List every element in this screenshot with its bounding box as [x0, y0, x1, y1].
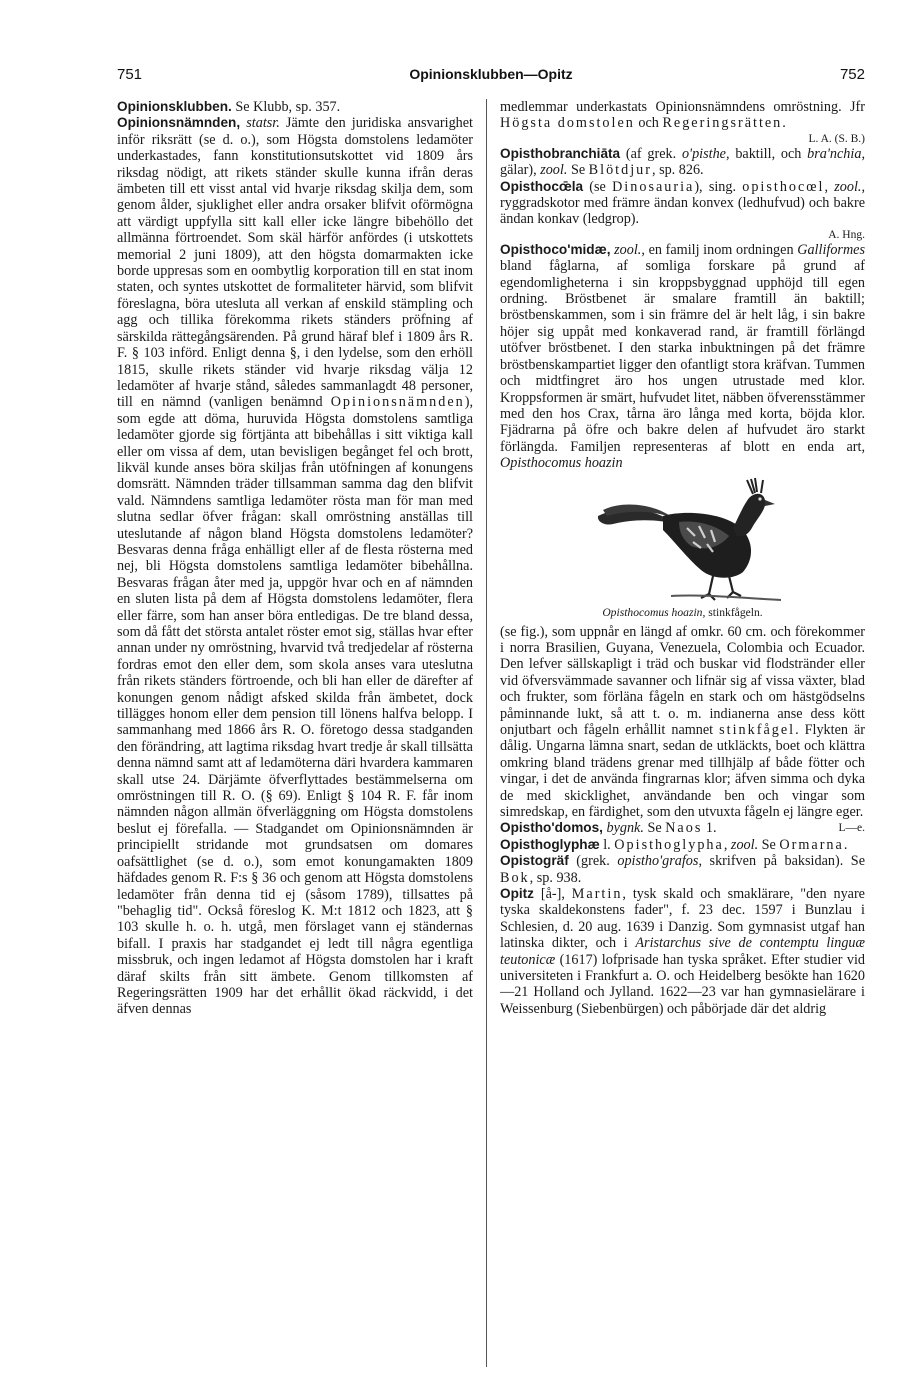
entry-text: ), sing. — [694, 178, 743, 195]
italic-term: zool. — [610, 241, 642, 258]
figure-caption — [500, 606, 865, 620]
entry-opinionsklubben — [117, 99, 473, 115]
entry-text: , en familj inom ordningen — [641, 241, 798, 258]
headword: Opisthoglyphæ — [500, 836, 600, 852]
headword: Opitz — [500, 886, 534, 902]
page-number-left: 751 — [117, 66, 143, 83]
entry-continuation — [500, 99, 865, 146]
italic-term: opistho'grafos — [617, 853, 699, 870]
entry-text: , tysk skald och smaklärare, "den nyare tyska skaldekonstens fader", f. 23 dec. 1597 i Bunzlau i Schlesien, d. 20 aug. 1639 i Danzig. Som gymnasist utgaf han latinska dikter, och i — [500, 886, 865, 952]
headword: Opisthoco'midæ, — [500, 241, 611, 257]
entry-text: (se fig.), som uppnår en längd af omkr. 60 cm. och förekommer i norra Brasilien, Guyana, Venezuela, Colombia och Ecuador. Den lefver sällskapligt i träd och buskar vid flodstränder eller vid öfversvämmade savanner och lifnär sig af vissa växter, blad och frukter, som förläna fågeln en stark och om hästgödselns påminnande lukt, så att t. o. m. indianerna anse dess kött onjutbart och fågeln erhållit namnet — [500, 623, 865, 738]
italic-term: bygnk. — [602, 820, 644, 837]
headword: Opisthobranchiāta — [500, 145, 621, 161]
entry-text: Jämte den juridiska ansvarighet inför riksrätt (se d. o.), som Högsta domstolens ledamöter underkastades, fann konstitutionsutskottet vid 1809 års riksdag nödigt, att rikets ständer skulle kunna ifrån deras ämbeten till ett visst antal vid hvarje riksdag skilja dem, som genom ålder, sjuklighet eller andra orsaker blifvit oförmögna att värdigt uppfylla sitt kall eller icke längre bibehöllo det allmänna förtroendet. Som skäl härför anfördes (i utskottets memorial 2 juni 1809), att den högsta domarmakten icke borde uppresas som en oombytlig korporation till en stat inom staten, och syntes utskottet de formaliteter härvid, som blifvit föreslagna, böra utesluta all verkan af enskild stämpling och agg och tillika förekomma rikets ständers pröfning af särskilda rättegångsärenden. På grund häraf blef i 1809 års R. F. § 103 införd. Enligt denna §, i den lydelse, som den erhöll 1815, skulle rikets ständer vid hvarje riksdag välja 12 ledamöter af hvarje stånd, således sammanlagdt 48 personer, till en nämnd (vanligen benämnd — [117, 115, 473, 411]
entry-text: . — [843, 836, 848, 853]
entry-text: l. — [599, 836, 615, 853]
entry-text: (af grek. — [620, 145, 682, 162]
entry-text: , sp. 938. — [529, 869, 582, 886]
entry-text: (grek. — [568, 853, 618, 870]
page-number-right: 752 — [839, 66, 865, 83]
entry-opisthocomidae — [500, 242, 865, 472]
entry-text: medlemmar underkastats Opinionsnämndens omröstning. Jfr — [500, 99, 865, 115]
italic-term: zool. — [834, 178, 862, 195]
entry-opisthoglyphae — [500, 837, 865, 853]
headword: Opinionsklubben. — [117, 99, 232, 114]
spaced-term: Regeringsrätten — [662, 115, 783, 132]
entry-text: ), som egde att döma, huruvida Högsta domstolens samtliga ledamöter gjorde sig förtjänta att bibehållas i sitt viktiga kall eller om vissa af dem, utan bevisligen begånget fel och brott, likväl kunde anses böra skiljas från utöfningen af konungens domsrätt. Nämnden träder tillsamman samma dag den blifvit vald. Nämndens samtliga ledamöter rösta man för man med slutna sedlar öfver frågan: skall omröstning anställas till uteslutande af någon bland Högsta domstolens ledamöter? Besvaras denna fråga enhälligt eller af de flesta rösterna med nej, bli Högsta domstolens samtliga ledamöter bibehållna. Besvaras frågan åter med ja, uppgör hvar och en af nämnden en sluten lista på dem af Högsta domstolens ledamöter, flera eller färre, som han anser böra entledigas. De tre bland dessa, som då fått det största antalet röster emot sig, ställas hvar efter annan under ny omröstning, hvarvid två tredjedelar af rösterna fordras emot den eller dem, som skola anses vara uteslutna från rikets ständers förtroende, och bli han eller de därefter af konungen genom nådigt afsked skilda från ämbetet, dock tillägges honom eller dem pension till lönens halfva belopp. I sammanhang med 1866 års R. O. företogo dessa stadganden den förändring, att lagtima riksdag hvart tredje år skall tillsätta denna nämnd samt att af ledamöterna däri hvardera kammaren skall utse 24. Därjämte öfverflyttades bestämmelserna om omröstningen till R. O. (§ 69). Enligt § 104 R. F. får inom nämnden någon allmän öfverläggning om Högsta domstolens beslut ej förefalla. — Stadgandet om Opinionsnämnden är principiellt stridande mot grundsatsen om domares oafsättlighet (se d. o.), som emot konungamakten 1809 häfdades genom R. F:s § 36 och genom att Högsta domstolens ledamöter från denna tid ej (såsom 1789), tillsattes på "behaglig tid". Också föreslog K. M:t 1812 och 1823, att § 103 skulle h. o. h. utgå, men förslaget vann ej ständernas bifall. I praxis har stadgandet ej ledt till några egentliga missbruk, och ingen ledamot af Högsta domstolen har i kraft däraf skilts från sitt ämbete. Genom tillkomsten af Regeringsrätten 1909 har det erhållit ökad räckvidd, i det äfven dennas — [117, 394, 473, 1018]
spaced-term: Opinionsnämnden — [330, 394, 465, 411]
entry-text: bland fåglarna, af somliga forskare på grund af egendomligheterna i sin kroppsbyggnad upphöjd till egen ordning. Bröstbenet är smalare framtill än baktill; bröstbenskammen, som i sin främre del är helt låg, i sin bakre höjer sig uppåt med konkaverad rand, är framtill förlängd utöfver bröstbenet. I den starka inbuktningen på det främre bröstbenskampartiet ligger den ofantligt stora kräfvan. Tummen och midtfingret äro hos ungen utrustade med klor. Kroppsformen är smärt, hufvudet litet, näbben öfverensstämmer med den hos Crax, tårna äro långa med korta, böjda klor. Fjädrarna på öfre och bakre delen af hufvudet äro starkt förlängda. Familjen representeras af blott en enda art, — [500, 258, 865, 455]
entry-text: , skrifven på baksidan). Se — [698, 853, 865, 870]
entry-opisthobranchiata — [500, 146, 865, 179]
author-signature: A. Hng. — [828, 228, 865, 241]
entry-text: Se — [643, 820, 666, 837]
caption-text: stinkfågeln. — [705, 605, 763, 619]
entry-text: . — [782, 115, 786, 132]
italic-term: bra'nchia — [807, 145, 862, 162]
entry-text: , baktill, och — [725, 145, 808, 162]
spaced-term: Bok — [500, 869, 530, 886]
entry-text: , sp. 826. — [651, 162, 704, 179]
italic-term: zool. — [540, 162, 568, 179]
entry-text: Se — [758, 836, 780, 853]
spaced-term: Högsta domstolen — [500, 115, 635, 132]
column-right — [500, 99, 865, 1369]
hoazin-illustration — [583, 476, 783, 604]
author-signature: L. A. (S. B.) — [808, 132, 865, 145]
column-divider — [486, 99, 487, 1367]
entry-text: 1. — [702, 820, 717, 837]
spaced-term: Dinosauria — [612, 178, 695, 195]
spaced-term: Opisthoglypha — [614, 836, 724, 853]
entry-opitz — [500, 886, 865, 1017]
spaced-term: Ormarna — [779, 836, 844, 853]
headword: Opisthocœ̄la — [500, 178, 584, 194]
headword: Opistho'domos, — [500, 820, 603, 836]
author-signature: L—e. — [838, 822, 865, 835]
entry-text: , — [723, 836, 731, 853]
entry-text: . Flykten är dålig. Ungarna lämna snart, sedan de utkläckts, boet och klättra omkring bland trädens grenar med tillhjälp af både fötter och vingar, i det de använda fingrarnas klor; äfven simma och dyka de med skicklighet, användande ben och vingar som simredskap, en färdighet, som den utvuxta fågeln ej längre eger. — [500, 721, 865, 820]
headword: Opinionsnämnden, — [117, 115, 241, 131]
spaced-term: Naos — [665, 820, 703, 837]
spaced-term: Blötdjur — [588, 162, 652, 179]
running-title: Opinionsklubben—Opitz — [409, 66, 573, 82]
column-left — [117, 99, 473, 1369]
field-abbr: statsr. — [246, 115, 280, 132]
italic-term: Opisthocomus hoazin — [500, 455, 623, 472]
entry-text: , ryggradskotor med främre ändan konvex (ledhufvud) och bakre ändan konkav (ledgrop). — [500, 178, 865, 228]
entry-opistograf — [500, 853, 865, 886]
italic-term: Aristarchus sive de contemptu linguæ teutonicæ — [500, 935, 865, 968]
spaced-term: opisthocœl — [742, 178, 825, 195]
italic-term: Galliformes — [797, 241, 865, 258]
entry-text: , gälar), — [500, 145, 865, 179]
entry-text: [å-], — [533, 886, 572, 903]
spaced-term: Martin — [571, 886, 623, 903]
headword: Opistogräf — [500, 853, 569, 869]
italic-term: zool. — [730, 836, 759, 853]
entry-opisthocoela — [500, 179, 865, 242]
entry-text: (1617) lofprisade han tyska språket. Efter studier vid universiteten i Frankfurt a. O. och Heidelberg besökte han 1620—21 Holland och Jylland. 1622—23 var han gymnasielärare i Weissenburg (Siebenbürgen) och påbörjade där det aldrig — [500, 951, 865, 1017]
entry-text: Se Klubb, sp. 357. — [231, 99, 341, 115]
entry-text: och — [634, 115, 663, 132]
entry-text: , — [824, 178, 835, 195]
italic-term: o'pisthe — [681, 145, 726, 162]
entry-text: (se — [583, 178, 613, 195]
entry-opinionsnamnden — [117, 115, 473, 1017]
caption-species: Opisthocomus hoazin, — [602, 605, 706, 619]
running-head — [117, 66, 865, 88]
entry-opisthodomos — [500, 820, 865, 836]
bird-figure — [500, 476, 865, 620]
entry-text: Se — [567, 162, 589, 179]
spaced-term: stinkfågel — [719, 721, 796, 738]
